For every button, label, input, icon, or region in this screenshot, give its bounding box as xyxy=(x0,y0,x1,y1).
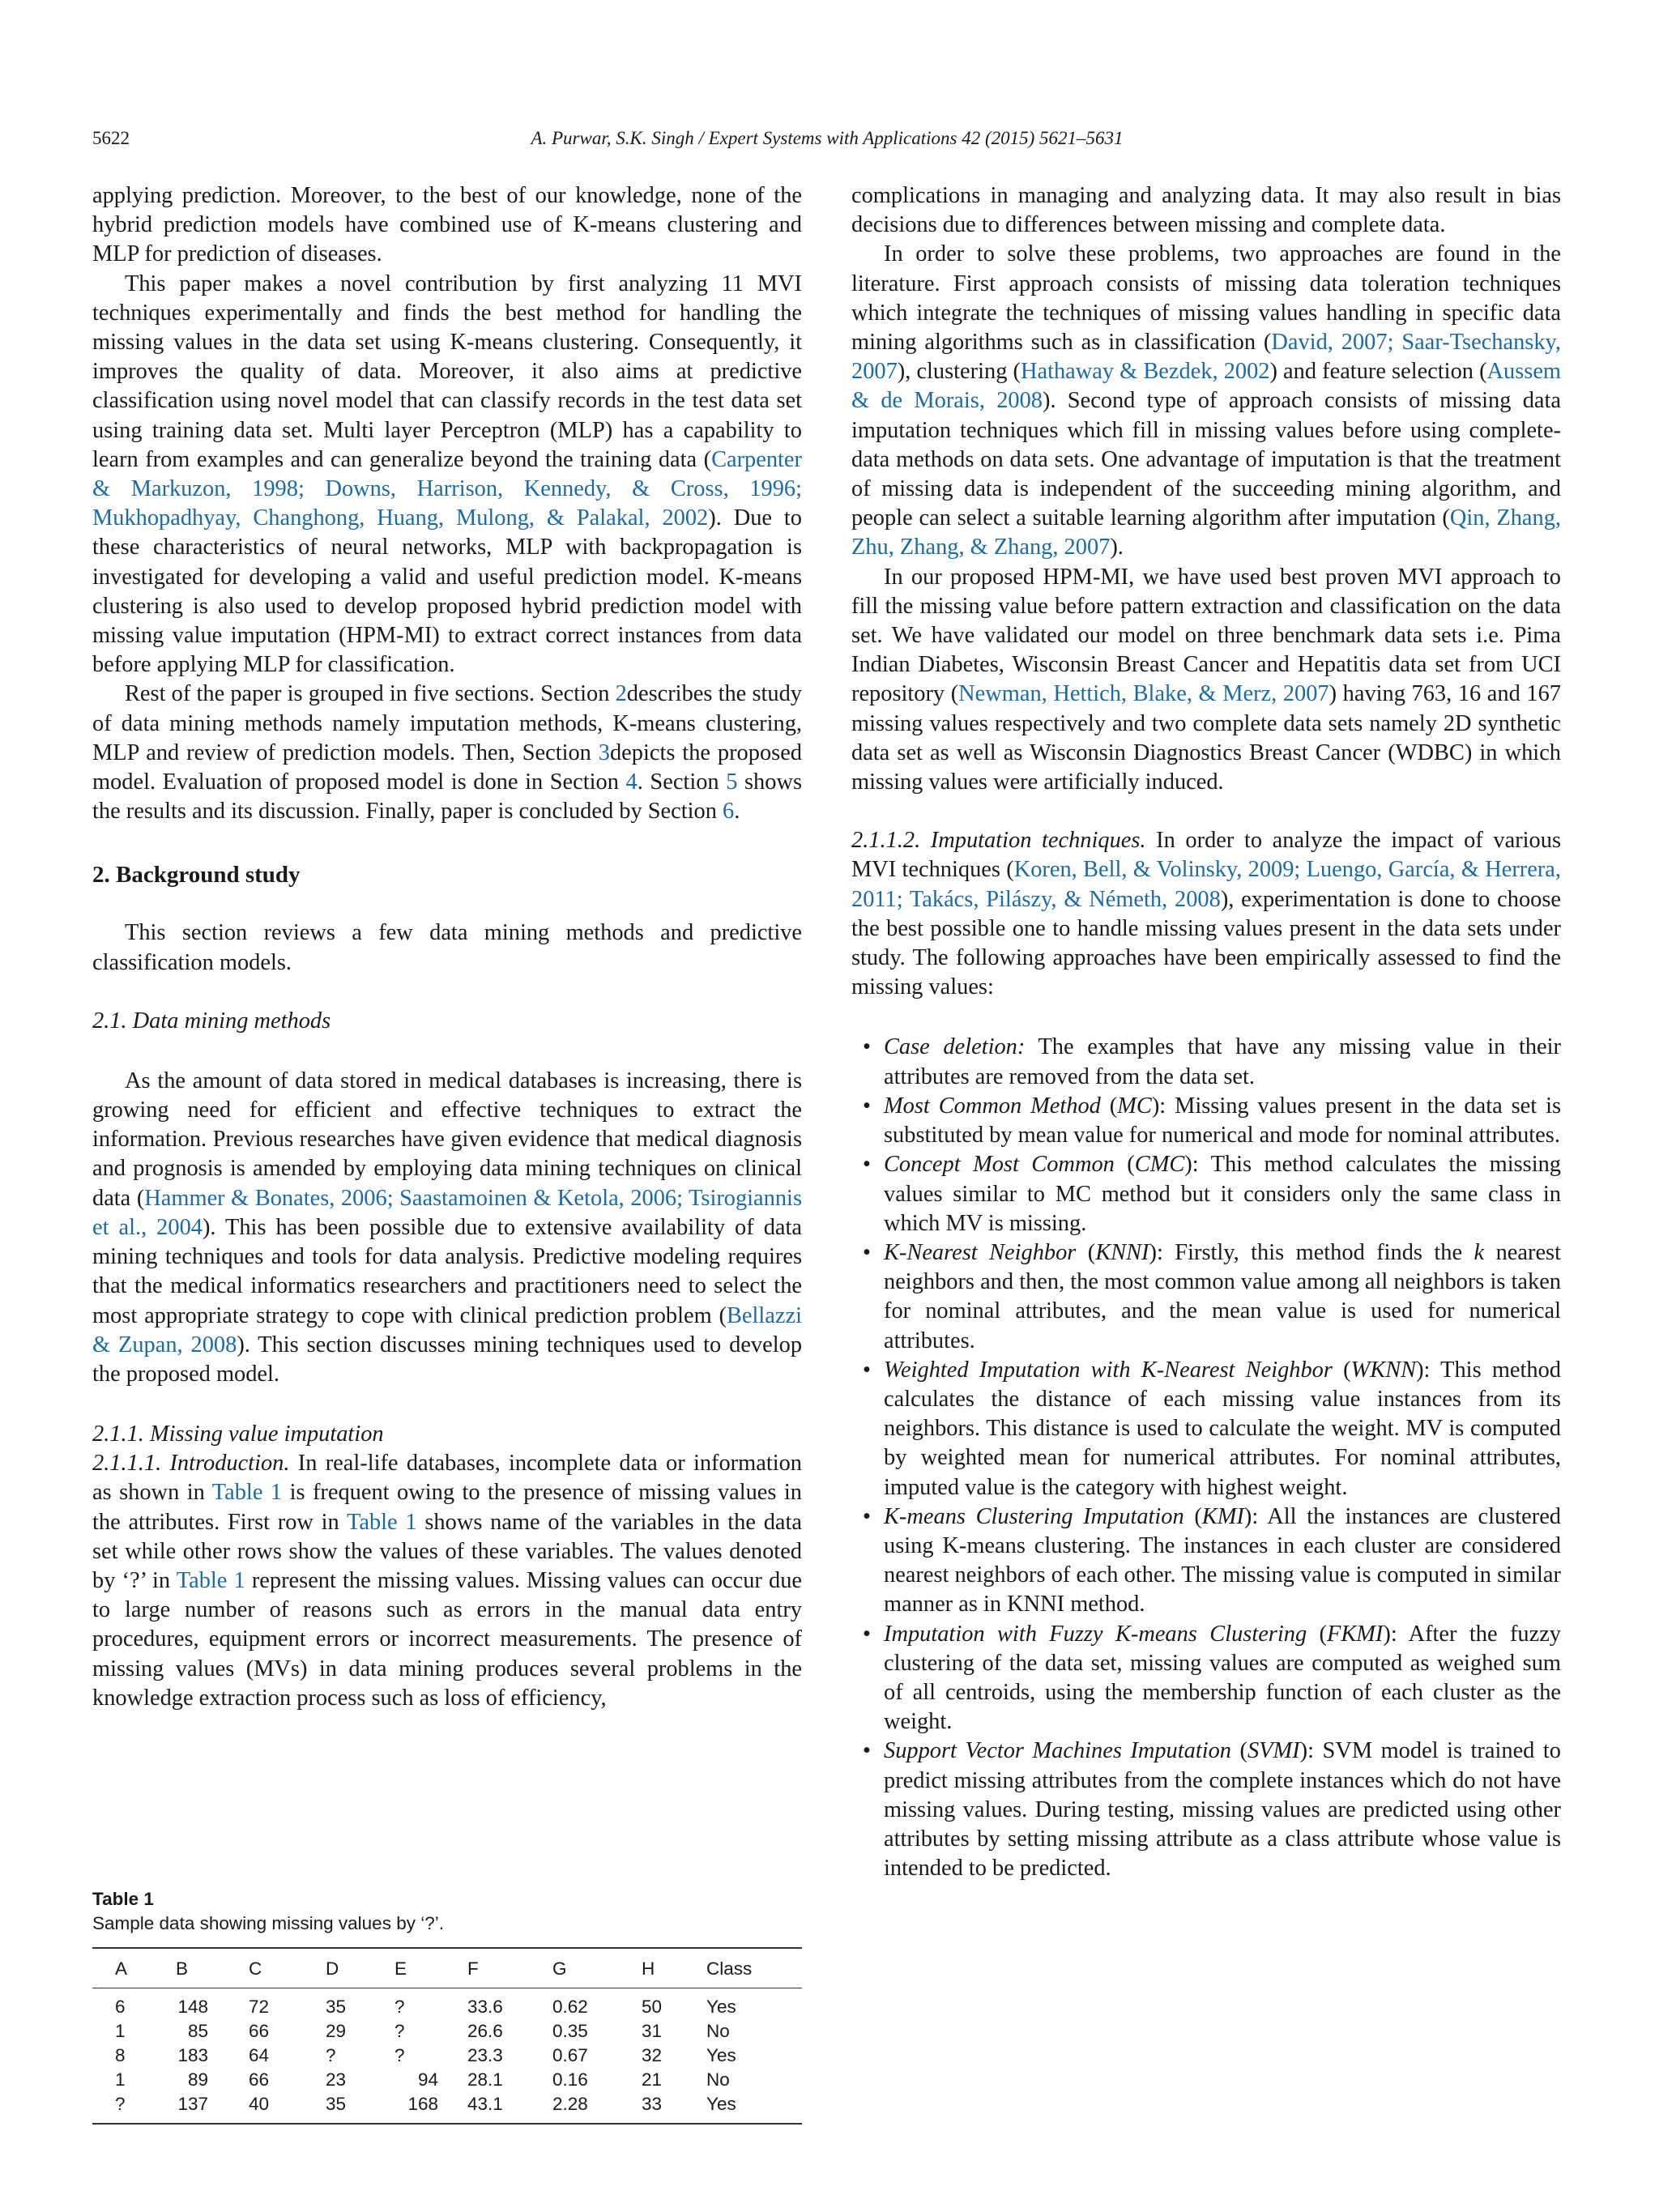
text-run: applying prediction. Moreover, to the best of our knowledge, none of the hybrid prediction models have combined use of K-means clustering and MLP for prediction of diseases. xyxy=(92,183,802,267)
text-run: ). This has been possible due to extensive availability of data mining techniques and tools for data analysis. Predictive modeling requires that the medical informatics researchers and practitioners need to select the most appropriate strategy to cope with clinical prediction problem ( xyxy=(92,1214,802,1328)
table-cell: Yes xyxy=(706,2092,802,2124)
table-header-cell: G xyxy=(552,1948,642,1988)
list-item-term: Concept Most Common xyxy=(884,1152,1115,1178)
table-row xyxy=(92,1988,802,2020)
table-cell: ? xyxy=(394,2045,405,2065)
bullet-icon: • xyxy=(863,1738,871,1764)
text-run: . xyxy=(734,799,740,825)
table-label: Table 1 xyxy=(92,1889,154,1909)
table-body xyxy=(92,1988,802,2125)
citation-link[interactable]: Newman, Hettich, Blake, & Merz, 2007 xyxy=(958,681,1329,707)
text-run: shows name of the variables in the data set while other rows show the values of these variables. The values denoted by ‘?’ in xyxy=(92,1509,803,1593)
list-item-abbr: FKMI xyxy=(1327,1621,1384,1647)
table-row xyxy=(92,2092,802,2124)
table-cell: 64 xyxy=(249,2045,270,2065)
list-item: • Concept Most Common (CMC): This method calculates the missing values similar to MC method but it considers only the same class in which MV is missing. xyxy=(863,1152,1561,1236)
bullet-icon: • xyxy=(863,1152,871,1178)
citation-link[interactable]: David, 2007; Saar-Tsechansky, 2007 xyxy=(851,330,1561,385)
table-header-cell: E xyxy=(394,1948,467,1988)
subsubsection-heading: 2.1.1. Missing value imputation xyxy=(92,1421,384,1447)
table-header-cell: D xyxy=(326,1948,394,1988)
table-cell: 85 xyxy=(187,2021,208,2041)
citation-link[interactable]: 3 xyxy=(598,739,610,765)
paragraph xyxy=(851,826,1561,1002)
text-run: This paper makes a novel contribution by first analyzing 11 MVI techniques experimentally and finds the best method for handling the missing values in the data set using K-means clustering. Consequently, it improves the quality of data. Moreover, it also aims at predictive classification using novel model that can classify records in the test data set using training data set. Multi layer Perceptron (MLP) has a capability to learn from examples and can generalize beyond the training data ( xyxy=(92,271,802,472)
table-cell: 94 xyxy=(417,2069,438,2090)
list-item-abbr: CMC xyxy=(1134,1152,1185,1178)
list-item xyxy=(851,1033,1561,1091)
table-cell: 33 xyxy=(642,2092,706,2124)
citation-link[interactable]: Aussem & de Morais, 2008 xyxy=(851,359,1562,414)
list-item-term: Most Common Method xyxy=(884,1093,1101,1119)
list-item-text: : Firstly, this method finds the k nearest neighbors and then, the most common value among all neighbors is taken for nominal attributes, and the mean value is used for numerical attributes. xyxy=(884,1239,1561,1353)
paragraph xyxy=(92,181,802,270)
list-item: • K-Nearest Neighbor (KNNI): Firstly, this method finds the k nearest neighbors and then, the most common value among all neighbors is taken for nominal attributes, and the mean value is used for numerical attributes. xyxy=(863,1239,1561,1353)
table-cell: Yes xyxy=(706,2045,736,2065)
table-cell: 33.6 xyxy=(467,1997,503,2017)
table-header-cell: Class xyxy=(706,1948,802,1988)
text-run: In order to solve these problems, two approaches are found in the literature. First approach consists of missing data toleration techniques which integrate the techniques of missing values handling in specific data mining algorithms such as in classification ( xyxy=(851,241,1561,356)
paragraph xyxy=(92,680,802,826)
paragraph xyxy=(851,240,1561,562)
table-cell: 183 xyxy=(177,2045,208,2065)
table-cell: 66 xyxy=(249,2021,270,2041)
text-run: Rest of the paper is grouped in five sections. Section xyxy=(125,681,616,707)
table-row xyxy=(92,2044,802,2068)
bullet-icon: • xyxy=(863,1357,871,1383)
table-cell: 43.1 xyxy=(467,2092,552,2124)
section-heading: 2. Background study xyxy=(92,862,301,889)
table-cell: 1 xyxy=(115,2069,126,2090)
list-item-abbr: KMI xyxy=(1201,1503,1244,1529)
list-item: • Support Vector Machines Imputation (SVMI): SVM model is trained to predict missing attributes from the complete instances which do not have missing values. During testing, missing values are predicted using other attributes by setting missing attribute as a class attribute whose value is intended to be predicted. xyxy=(863,1738,1561,1882)
list-item-abbr: MC xyxy=(1117,1093,1152,1119)
text-run: is frequent owing to the presence of missing values in the attributes. First row in xyxy=(92,1480,802,1535)
citation-link[interactable]: Table 1 xyxy=(176,1567,245,1593)
table-cell: 26.6 xyxy=(467,2021,503,2041)
table-header-cell: F xyxy=(467,1948,552,1988)
table-row xyxy=(92,2068,802,2092)
list-item-text: The examples that have any missing value in their attributes are removed from the data set. xyxy=(884,1034,1561,1089)
citation-link[interactable]: 6 xyxy=(723,799,735,825)
table-cell: No xyxy=(706,2069,730,2090)
paragraph xyxy=(92,1449,802,1713)
bullet-icon: • xyxy=(863,1034,871,1060)
right-column xyxy=(851,181,1561,1883)
page-number: 5622 xyxy=(92,128,130,148)
journal-reference: A. Purwar, S.K. Singh / Expert Systems with Applications 42 (2015) 5621–5631 xyxy=(531,128,1124,148)
paragraph xyxy=(92,918,802,977)
citation-link[interactable]: Bellazzi & Zupan, 2008 xyxy=(92,1302,802,1357)
citation-link[interactable]: Table 1 xyxy=(211,1480,283,1506)
subsection-heading: 2.1. Data mining methods xyxy=(92,1008,331,1034)
text-run: ). Due to these characteristics of neural networks, MLP with backpropagation is investigated for developing a valid and useful prediction model. K-means clustering is also used to develop proposed hybrid prediction model with missing value imputation (HPM-MI) to extract correct instances from data before applying MLP for classification. xyxy=(92,505,802,678)
paragraph xyxy=(851,563,1561,798)
text-run: In order to analyze the impact of various MVI techniques ( xyxy=(851,828,1561,883)
citation-link[interactable]: 2 xyxy=(615,681,627,707)
list-item-text: : Missing values present in the data set is substituted by mean value for numerical and mode for nominal attributes. xyxy=(884,1093,1562,1149)
text-run: complications in managing and analyzing data. It may also result in bias decisions due to differences between missing and complete data. xyxy=(851,183,1561,238)
list-item-term: Weighted Imputation with K-Nearest Neighbor xyxy=(884,1357,1333,1383)
table-cell: ? xyxy=(394,2021,405,2041)
list-item-term: K-means Clustering Imputation xyxy=(884,1503,1184,1529)
table-cell: 0.16 xyxy=(552,2069,588,2090)
imputation-technique-list xyxy=(851,1033,1561,1883)
paragraph xyxy=(92,1067,802,1389)
text-run: In our proposed HPM-MI, we have used best proven MVI approach to fill the missing value before pattern extraction and classification on the data set. We have validated our model on three benchmark data sets i.e. Pima Indian Diabetes, Wisconsin Breast Cancer and Hepatitis data set from UCI repository ( xyxy=(851,564,1561,707)
table-cell: 6 xyxy=(115,1997,126,2017)
list-item-abbr: WKNN xyxy=(1350,1357,1417,1383)
bullet-icon: • xyxy=(863,1621,871,1647)
table-cell: 148 xyxy=(177,1997,208,2017)
table-header-cell: A xyxy=(92,1948,176,1988)
table-cell: 0.62 xyxy=(552,1997,588,2017)
table-header-row xyxy=(92,1948,802,1988)
running-header xyxy=(92,128,1562,157)
table-cell: 29 xyxy=(326,2021,347,2041)
bullet-icon: • xyxy=(863,1239,871,1265)
list-item-term: Support Vector Machines Imputation xyxy=(884,1738,1231,1764)
list-item: • Weighted Imputation with K-Nearest Neighbor (WKNN): This method calculates the distance of each missing value instances from its neighbors. This distance is used to calculate the weight. MV is computed by weighted mean for numerical attributes. For nominal attributes, imputed value is the category with highest weight. xyxy=(863,1357,1561,1500)
table-cell: 40 xyxy=(249,2092,326,2124)
list-item: • Most Common Method (MC): Missing values present in the data set is substituted by mean value for numerical and mode for nominal attributes. xyxy=(863,1093,1562,1149)
paragraph xyxy=(92,270,802,680)
table-cell: 50 xyxy=(642,1997,663,2017)
list-item-text: : This method calculates the missing values similar to MC method but it considers only the same class in which MV is missing. xyxy=(884,1152,1561,1236)
table-cell: 0.67 xyxy=(552,2045,588,2065)
text-run: . Section xyxy=(637,769,727,795)
citation-link[interactable]: 4 xyxy=(625,769,638,795)
citation-link[interactable]: Koren, Bell, & Volinsky, 2009; Luengo, García, & Herrera, 2011; Takács, Pilászy, & Németh, 2008 xyxy=(851,857,1561,912)
table-1 xyxy=(92,1887,802,2125)
list-item-text: : SVM model is trained to predict missing attributes from the complete instances which do not have missing values. During testing, missing values are predicted using other attributes by setting missing attribute as a class attribute whose value is intended to be predicted. xyxy=(884,1738,1561,1882)
table-cell: 35 xyxy=(326,2092,394,2124)
paragraph-label: 2.1.1.1. Introduction. xyxy=(92,1451,290,1477)
list-item-text: : All the instances are clustered using K-means clustering. The instances in each cluster are considered nearest neighbors of each other. The missing value is computed in similar manner as in KNNI method. xyxy=(884,1503,1561,1617)
table-cell: 31 xyxy=(642,2021,663,2041)
table-cell: ? xyxy=(394,1997,405,2017)
table-cell: 2.28 xyxy=(552,2092,642,2124)
table-cell: 8 xyxy=(115,2045,126,2065)
table-cell: ? xyxy=(92,2092,176,2124)
text-run: represent the missing values. Missing values can occur due to large number of reasons such as errors in the manual data entry procedures, equipment errors or incorrect measurements. The presence of missing values (MVs) in data mining produces several problems in the knowledge extraction process such as loss of efficiency, xyxy=(92,1567,803,1711)
text-run: ). This section discusses mining techniques used to develop the proposed model. xyxy=(92,1332,803,1387)
table-cell: ? xyxy=(326,2045,336,2065)
table-cell: 23 xyxy=(326,2069,347,2090)
citation-link[interactable]: Qin, Zhang, Zhu, Zhang, & Zhang, 2007 xyxy=(851,505,1561,560)
citation-link[interactable]: Table 1 xyxy=(347,1509,417,1535)
bullet-icon: • xyxy=(863,1503,871,1529)
table-cell: 72 xyxy=(249,1997,270,2017)
citation-link[interactable]: Hathaway & Bezdek, 2002 xyxy=(1020,359,1270,385)
table-header-cell: H xyxy=(642,1948,706,1988)
list-item-text: : After the fuzzy clustering of the data set, missing values are computed as weighed sum of all centroids, using the membership function of each cluster as the weight. xyxy=(884,1621,1561,1735)
table-cell: 89 xyxy=(187,2069,208,2090)
text-run: depicts the proposed model. Evaluation of proposed model is done in Section xyxy=(92,739,802,795)
list-item-text: : This method calculates the distance of each missing value instances from its neighbors. This distance is used to calculate the weight. MV is computed by weighted mean for numerical attributes. For nominal attributes, imputed value is the category with highest weight. xyxy=(884,1357,1561,1500)
text-run: As the amount of data stored in medical databases is increasing, there is growing need for efficient and effective techniques to extract the information. Previous researches have given evidence that medical diagnosis and prognosis is amended by employing data mining techniques on clinical data ( xyxy=(92,1068,802,1211)
list-item: • K-means Clustering Imputation (KMI): All the instances are clustered using K-means clustering. The instances in each cluster are considered nearest neighbors of each other. The missing value is computed in similar manner as in KNNI method. xyxy=(863,1503,1561,1617)
left-column xyxy=(92,181,802,1713)
text-run: ), clustering ( xyxy=(897,359,1021,385)
list-item-abbr: KNNI xyxy=(1095,1239,1149,1265)
list-item-term: K-Nearest Neighbor xyxy=(884,1239,1077,1265)
table-cell: 66 xyxy=(249,2069,270,2090)
data-table xyxy=(92,1947,802,2125)
paragraph xyxy=(851,181,1561,240)
list-item-abbr: SVMI xyxy=(1247,1738,1300,1764)
citation-link[interactable]: Carpenter & Markuzon, 1998; Downs, Harrison, Kennedy, & Cross, 1996; Mukhopadhyay, Changhong, Huang, Mulong, & Palakal, 2002 xyxy=(92,446,802,531)
table-cell: 168 xyxy=(394,2092,467,2124)
text-run: describes the study of data mining methods namely imputation methods, K-means clustering, MLP and review of prediction models. Then, Section xyxy=(92,681,802,765)
list-item: • Imputation with Fuzzy K-means Clustering (FKMI): After the fuzzy clustering of the data set, missing values are computed as weighed sum of all centroids, using the membership function of each cluster as the weight. xyxy=(863,1621,1561,1735)
text-run: This section reviews a few data mining methods and predictive classification models. xyxy=(92,920,802,975)
citation-link[interactable]: Hammer & Bonates, 2006; Saastamoinen & Ketola, 2006; Tsirogiannis et al., 2004 xyxy=(92,1185,802,1240)
table-caption: Sample data showing missing values by ‘?’. xyxy=(92,1913,444,1933)
text-run: ), experimentation is done to choose the best possible one to handle missing values present in the data sets under study. The following approaches have been empirically assessed to find the missing values: xyxy=(851,886,1561,1000)
list-item-term: Imputation with Fuzzy K-means Clustering xyxy=(884,1621,1307,1647)
table-cell: 32 xyxy=(642,2045,663,2065)
list-item-term: Case deletion: xyxy=(884,1034,1026,1060)
text-run: ) having 763, 16 and 167 missing values respectively and two complete data sets namely 2D synthetic data set as well as Wisconsin Diagnostics Breast Cancer (WDBC) in which missing values were artificially induced. xyxy=(851,681,1561,795)
table-row xyxy=(92,2019,802,2044)
paragraph-label: 2.1.1.2. Imputation techniques. xyxy=(851,828,1146,854)
bullet-icon: • xyxy=(863,1093,871,1119)
table-header-cell: C xyxy=(249,1948,326,1988)
table-cell: 35 xyxy=(326,1997,347,2017)
citation-link[interactable]: 5 xyxy=(726,769,738,795)
table-cell: No xyxy=(706,2021,730,2041)
table-cell: 137 xyxy=(176,2092,249,2124)
text-run: In real-life databases, incomplete data or information as shown in xyxy=(92,1451,802,1506)
table-cell: Yes xyxy=(706,1997,736,2017)
text-run: ) and feature selection ( xyxy=(1269,359,1487,385)
table-cell: 28.1 xyxy=(467,2069,503,2090)
text-run: ). xyxy=(1110,535,1124,560)
table-header-cell: B xyxy=(176,1948,249,1988)
text-run: ). Second type of approach consists of missing data imputation techniques which fill in missing values before using complete-data methods on data sets. One advantage of imputation is that the treatment of missing data is independent of the succeeding mining algorithm, and people can select a suitable learning algorithm after imputation ( xyxy=(851,388,1561,531)
table-cell: 0.35 xyxy=(552,2021,588,2041)
table-cell: 23.3 xyxy=(467,2045,503,2065)
table-cell: 21 xyxy=(642,2069,663,2090)
table-cell: 1 xyxy=(115,2021,126,2041)
text-run: shows the results and its discussion. Finally, paper is concluded by Section xyxy=(92,769,802,825)
